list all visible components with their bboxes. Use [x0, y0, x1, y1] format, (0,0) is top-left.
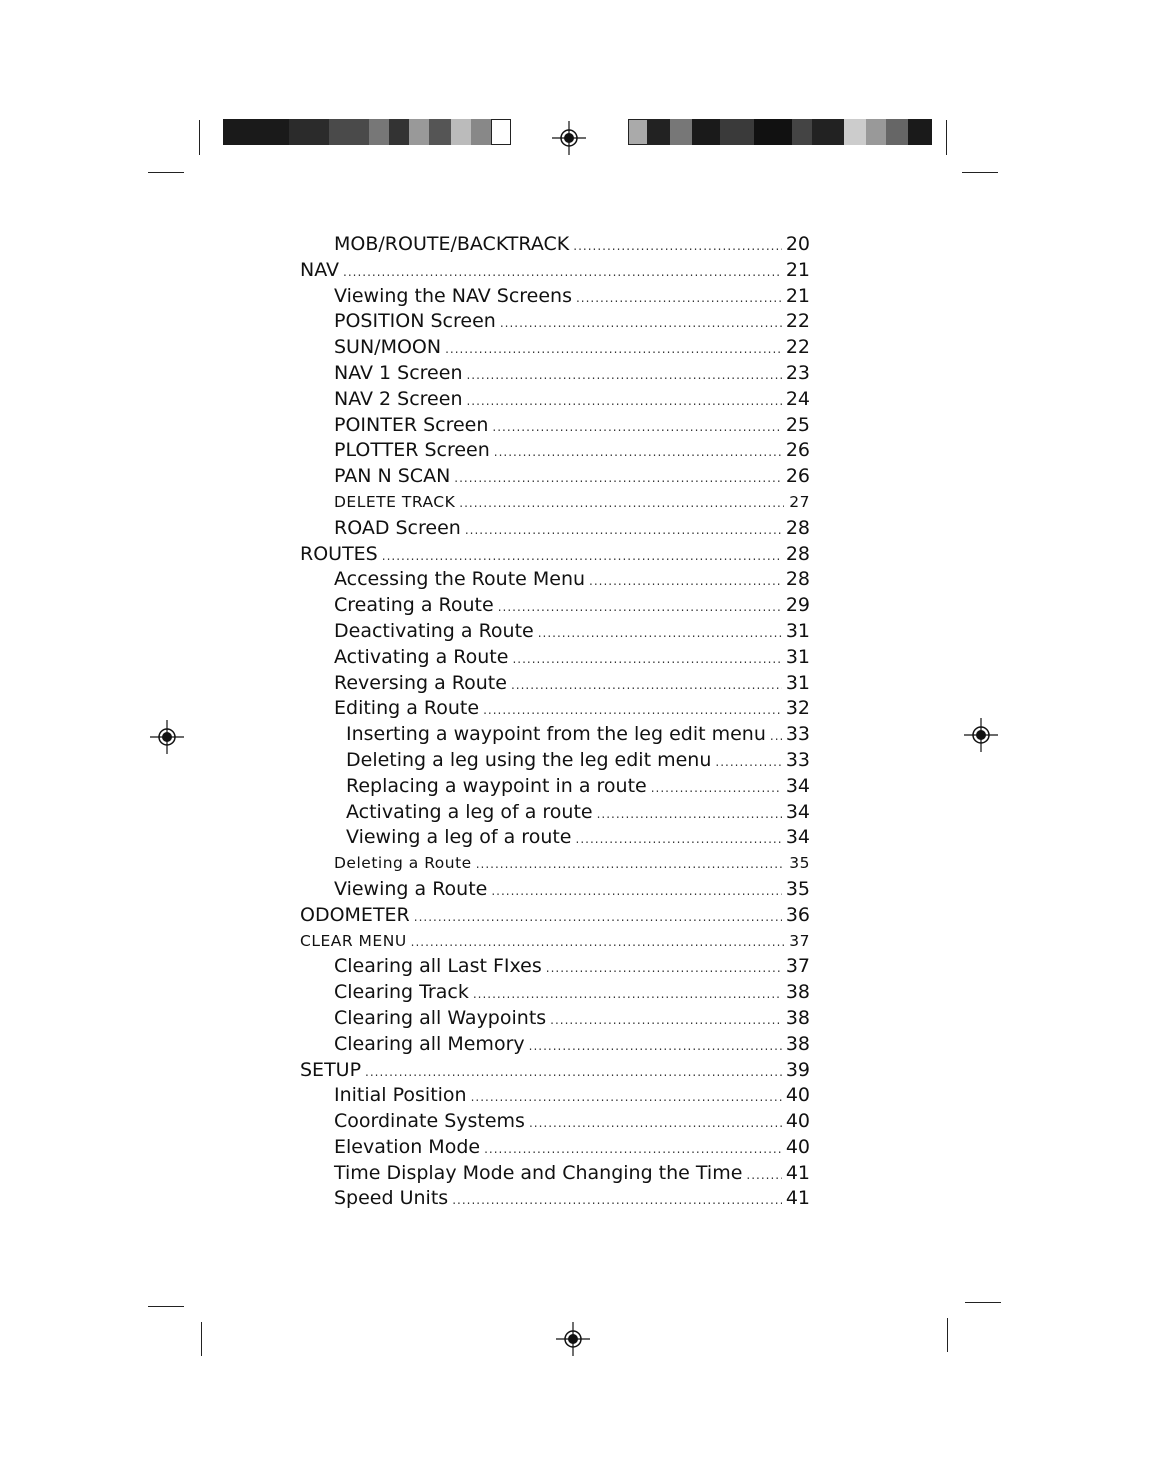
toc-entry-page-number: 22 [785, 336, 810, 359]
color-calibration-bar-left [223, 119, 511, 145]
toc-entry [300, 438, 810, 464]
toc-entry [300, 645, 810, 671]
toc-entry-page-number: 35 [789, 854, 810, 873]
toc-entry-page-number: 34 [785, 774, 810, 797]
toc-entry-title: Deleting a leg using the leg edit menu [346, 748, 712, 771]
toc-entry [300, 671, 810, 697]
toc-entry-page-number: 26 [785, 465, 810, 488]
toc-entry [300, 1058, 810, 1084]
toc-entry-page-number: 31 [785, 671, 810, 694]
toc-entry-page-number: 31 [785, 619, 810, 642]
toc-entry-title: Deactivating a Route [334, 619, 534, 642]
toc-entry [300, 542, 810, 568]
toc-entry [300, 954, 810, 980]
toc-entry [300, 464, 810, 490]
toc-entry [300, 1186, 810, 1212]
toc-entry-page-number: 27 [789, 492, 810, 511]
dot-leader [414, 905, 782, 931]
crop-mark-top-right-horizontal [962, 172, 998, 173]
dot-leader [550, 1008, 782, 1034]
toc-entry [300, 748, 810, 774]
toc-entry-page-number: 40 [785, 1135, 810, 1158]
dot-leader [483, 698, 782, 724]
toc-entry-title: ODOMETER [300, 903, 410, 926]
toc-entry [300, 413, 810, 439]
toc-entry-page-number: 41 [785, 1161, 810, 1184]
toc-entry-page-number: 24 [785, 387, 810, 410]
toc-entry-page-number: 41 [785, 1187, 810, 1210]
toc-entry-title: MOB/ROUTE/BACKTRACK [334, 233, 570, 255]
toc-entry-page-number: 31 [785, 645, 810, 668]
toc-entry [300, 774, 810, 800]
toc-entry-title: Coordinate Systems [334, 1110, 525, 1133]
dot-leader [445, 337, 782, 363]
dot-leader [471, 1085, 782, 1111]
toc-entry-title: ROUTES [300, 542, 378, 565]
toc-entry-page-number: 34 [785, 800, 810, 823]
dot-leader [538, 621, 782, 647]
toc-entry-title: Time Display Mode and Changing the Time [334, 1161, 743, 1184]
toc-entry [300, 1083, 810, 1109]
dot-leader [498, 595, 782, 621]
toc-entry-title: Activating a leg of a route [346, 800, 593, 823]
registration-target-icon [556, 1322, 590, 1356]
dot-leader [511, 673, 782, 699]
toc-entry-page-number: 29 [785, 594, 810, 617]
toc-entry [300, 258, 810, 284]
toc-entry-page-number: 37 [789, 931, 810, 950]
dot-leader [494, 440, 782, 466]
dot-leader [476, 852, 784, 878]
toc-entry [300, 1135, 810, 1161]
crop-mark-bottom-right-horizontal [965, 1302, 1001, 1303]
toc-entry [300, 232, 810, 258]
toc-entry-page-number: 38 [785, 1006, 810, 1029]
dot-leader [715, 750, 781, 776]
toc-entry-title: ROAD Screen [334, 516, 461, 539]
toc-entry-title: Clearing all Last FIxes [334, 955, 542, 978]
toc-entry-title: Viewing the NAV Screens [334, 284, 572, 307]
toc-entry-title: PAN N SCAN [334, 465, 451, 488]
toc-entry-page-number: 39 [785, 1058, 810, 1081]
dot-leader [573, 234, 782, 260]
toc-entry [300, 877, 810, 903]
toc-entry-title: CLEAR MENU [300, 931, 407, 950]
toc-entry [300, 593, 810, 619]
dot-leader [576, 827, 782, 853]
toc-entry-page-number: 34 [785, 826, 810, 849]
toc-entry-title: Inserting a waypoint from the leg edit menu [346, 723, 766, 746]
dot-leader [491, 879, 781, 905]
crop-mark-bottom-right-vertical [947, 1318, 948, 1352]
toc-entry-page-number: 38 [785, 1032, 810, 1055]
toc-entry [300, 284, 810, 310]
toc-entry-page-number: 20 [785, 233, 810, 255]
toc-entry-title: Clearing all Waypoints [334, 1006, 547, 1029]
dot-leader [597, 802, 782, 828]
toc-entry-page-number: 38 [785, 981, 810, 1004]
toc-entry-title: SUN/MOON [334, 336, 442, 359]
toc-entry-page-number: 26 [785, 439, 810, 462]
dot-leader [589, 569, 782, 595]
toc-entry-page-number: 21 [785, 258, 810, 281]
toc-entry-title: Viewing a leg of a route [346, 826, 572, 849]
dot-leader [465, 518, 782, 544]
toc-entry [300, 1109, 810, 1135]
toc-entry [300, 567, 810, 593]
toc-entry-title: PLOTTER Screen [334, 439, 490, 462]
toc-entry-page-number: 36 [785, 903, 810, 926]
dot-leader [746, 1163, 781, 1189]
dot-leader [500, 311, 782, 337]
toc-entry-page-number: 35 [785, 877, 810, 900]
toc-entry-page-number: 33 [785, 748, 810, 771]
color-calibration-bar-right [628, 119, 932, 145]
dot-leader [770, 724, 782, 750]
toc-entry [300, 1006, 810, 1032]
toc-entry [300, 1032, 810, 1058]
toc-entry-page-number: 33 [785, 723, 810, 746]
registration-target-icon [150, 720, 184, 754]
dot-leader [365, 1060, 782, 1086]
toc-entry [300, 335, 810, 361]
dot-leader [651, 776, 782, 802]
crop-mark-top-left-vertical [199, 120, 200, 155]
dot-leader [466, 363, 781, 389]
toc-entry-title: POSITION Screen [334, 310, 496, 333]
dot-leader [473, 982, 782, 1008]
toc-entry [300, 696, 810, 722]
toc-entry-page-number: 22 [785, 310, 810, 333]
toc-entry-title: POINTER Screen [334, 413, 489, 436]
dot-leader [512, 647, 781, 673]
toc-entry-title: NAV 2 Screen [334, 387, 463, 410]
toc-entry [300, 929, 810, 955]
dot-leader [529, 1111, 782, 1137]
toc-entry-page-number: 28 [785, 568, 810, 591]
toc-entry-page-number: 28 [785, 542, 810, 565]
toc-entry-title: SETUP [300, 1058, 362, 1081]
toc-entry-title: Accessing the Route Menu [334, 568, 586, 591]
dot-leader [343, 260, 782, 286]
toc-entry-title: Speed Units [334, 1187, 449, 1210]
toc-entry-title: Replacing a waypoint in a route [346, 774, 647, 797]
toc-entry-page-number: 40 [785, 1084, 810, 1107]
toc-entry-title: Creating a Route [334, 594, 494, 617]
dot-leader [452, 1188, 782, 1214]
dot-leader [454, 466, 782, 492]
toc-entry [300, 309, 810, 335]
toc-entry-page-number: 25 [785, 413, 810, 436]
toc-entry-title: Viewing a Route [334, 877, 488, 900]
toc-entry-page-number: 28 [785, 516, 810, 539]
dot-leader [576, 286, 782, 312]
toc-entry-page-number: 21 [785, 284, 810, 307]
toc-entry-title: Editing a Route [334, 697, 480, 720]
toc-entry [300, 1161, 810, 1187]
toc-entry-title: Initial Position [334, 1084, 467, 1107]
toc-entry-title: Reversing a Route [334, 671, 507, 694]
toc-entry-page-number: 32 [785, 697, 810, 720]
dot-leader [459, 491, 784, 517]
toc-entry-page-number: 37 [785, 955, 810, 978]
dot-leader [529, 1034, 782, 1060]
toc-entry-title: Clearing Track [334, 981, 469, 1004]
toc-entry-title: NAV [300, 258, 339, 281]
dot-leader [382, 544, 782, 570]
dot-leader [466, 389, 781, 415]
toc-entry-title: Deleting a Route [334, 854, 472, 873]
toc-entry [300, 851, 810, 877]
toc-entry [300, 490, 810, 516]
toc-entry [300, 903, 810, 929]
crop-mark-top-right-vertical [946, 120, 947, 155]
dot-leader [484, 1137, 782, 1163]
toc-entry [300, 800, 810, 826]
toc-entry [300, 387, 810, 413]
dot-leader [546, 956, 782, 982]
toc-entry-page-number: 40 [785, 1110, 810, 1133]
toc-entry-title: Elevation Mode [334, 1135, 481, 1158]
dot-leader [411, 930, 784, 956]
toc-entry [300, 516, 810, 542]
toc-entry-title: Clearing all Memory [334, 1032, 525, 1055]
toc-entry [300, 619, 810, 645]
crop-mark-top-left-horizontal [148, 172, 184, 173]
dot-leader [492, 415, 781, 441]
registration-target-icon [964, 718, 998, 752]
toc-entry [300, 980, 810, 1006]
toc-entry [300, 825, 810, 851]
toc-entry [300, 361, 810, 387]
toc-entry-title: NAV 1 Screen [334, 361, 463, 384]
toc-entry-title: DELETE TRACK [334, 492, 456, 511]
toc-entry-title: Activating a Route [334, 645, 509, 668]
crop-mark-bottom-left-vertical [201, 1322, 202, 1356]
crop-mark-bottom-left-horizontal [148, 1306, 184, 1307]
registration-target-icon [552, 121, 586, 155]
table-of-contents [300, 232, 810, 1212]
toc-entry [300, 722, 810, 748]
toc-entry-page-number: 23 [785, 361, 810, 384]
